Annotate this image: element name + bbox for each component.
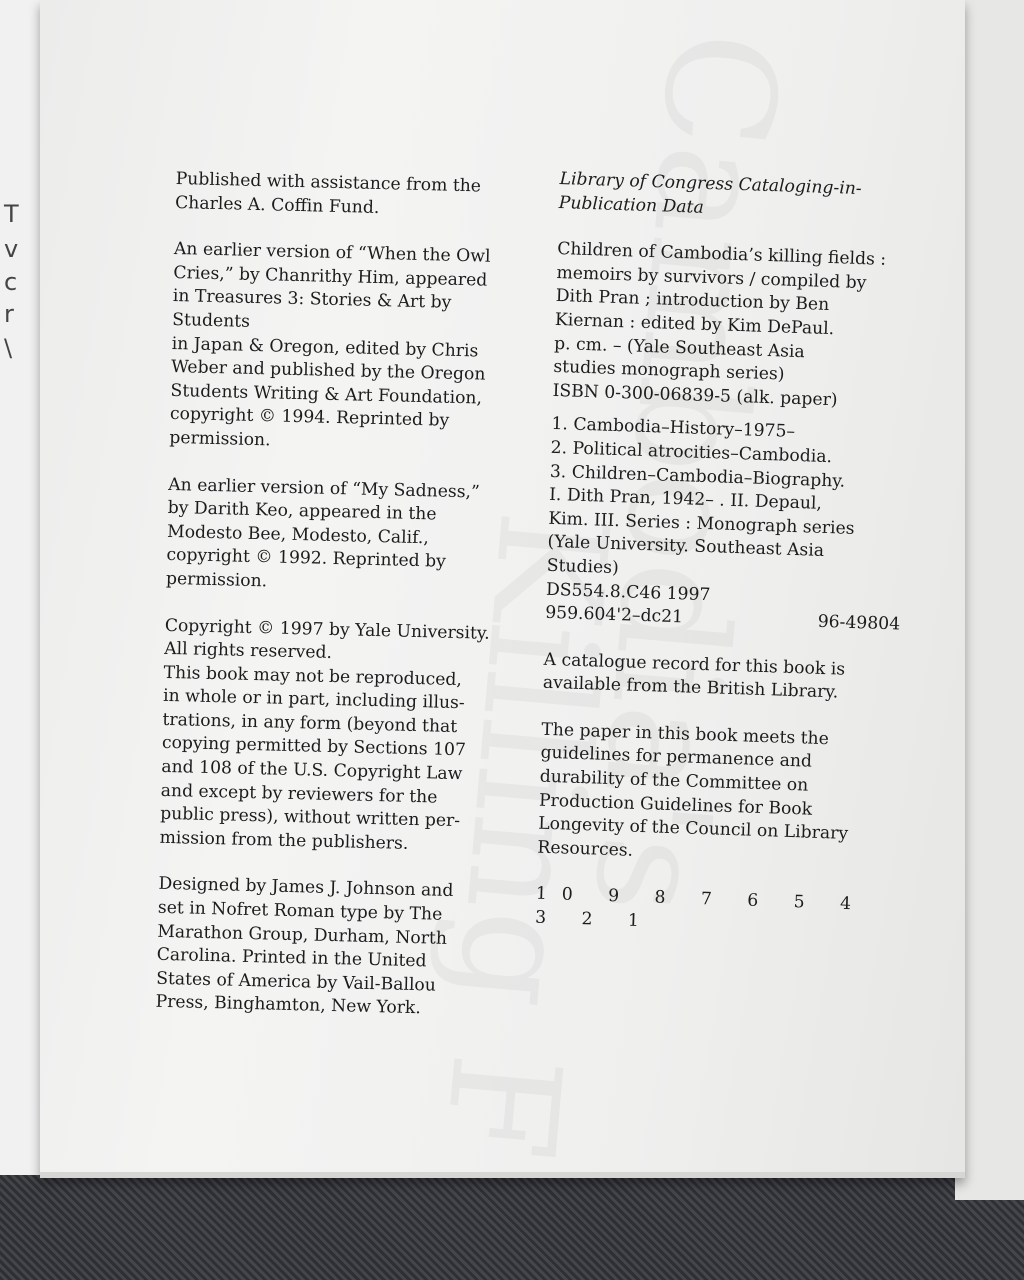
left-column xyxy=(155,168,526,1046)
paper-permanence-note: The paper in this book meets the guidelines for permanence and durability of the Committee on Production Guidelines for Book Longevity of the Council on Library Resources. xyxy=(537,719,849,861)
sliver-letter: T xyxy=(4,200,19,228)
sliver-letter: v xyxy=(4,235,19,263)
credit-owl-cries: An earlier version of “When the Owl Cries,” by Chanrithy Him, appeared in Treasures 3: Stories & Art by Students in Japan & Oregon, edited by Chris Weber and published by the Oregon Students Writing & Art Foundation, copyright © 1994. Reprinted by permission. xyxy=(169,239,491,451)
credit-my-sadness: An earlier version of “My Sadness,” by Darith Keo, appeared in the Modesto Bee, Modesto, Calif., copyright © 1992. Reprinted by permission. xyxy=(165,474,481,592)
sliver-letter: r xyxy=(4,300,14,328)
cip-entry: Children of Cambodia’s killing fields : memoirs by survivors / compiled by Dith Pran ; introduction by Ben Kiernan : edited by Kim DePaul. p. cm. – (Yale Southeast Asia studies monograph series) ISBN 0-300-06839-5 (alk. paper) xyxy=(552,239,887,411)
copyright-notice: Copyright © 1997 by Yale University. All rights reserved. This book may not be reproduced, in whole or in part, including illus- trations, in any form (beyond that copying permitted by Sections 107 and 108 of the U.S. Copyright Law and except by reviewers for the public press), without written per- mission from the publishers. xyxy=(159,615,491,854)
cip-subjects: 1. Cambodia–History–1975– 2. Political atrocities–Cambodia. 3. Children–Cambodia–Biography. I. Dith Pran, 1942– . II. Depaul, Kim. III. Series : Monograph series (Yale University. Southeast Asia Studies) xyxy=(546,414,855,579)
sliver-letter: c xyxy=(4,268,18,296)
funding-note: Published with assistance from the Charles A. Coffin Fund. xyxy=(174,168,482,218)
cip-heading: Library of Congress Cataloging-in- Publication Data xyxy=(558,168,862,218)
design-credit: Designed by James J. Johnson and set in Nofret Roman type by The Marathon Group, Durham, North Carolina. Printed in the United States of America by Vail-Ballou Press, Binghamton, New York. xyxy=(155,874,454,1019)
lccn: 96-49804 xyxy=(817,611,901,635)
dewey-number: 959.604'2–dc21 xyxy=(544,602,684,628)
right-column xyxy=(534,168,915,965)
printing-line: 10 9 8 7 6 5 4 3 2 1 xyxy=(534,884,867,932)
british-library-note: A catalogue record for this book is available from the British Library. xyxy=(542,649,846,703)
call-number: DS554.8.C46 1997 xyxy=(545,579,711,605)
book-cover-edge xyxy=(955,0,1024,1200)
sliver-letter: \ xyxy=(4,334,13,362)
